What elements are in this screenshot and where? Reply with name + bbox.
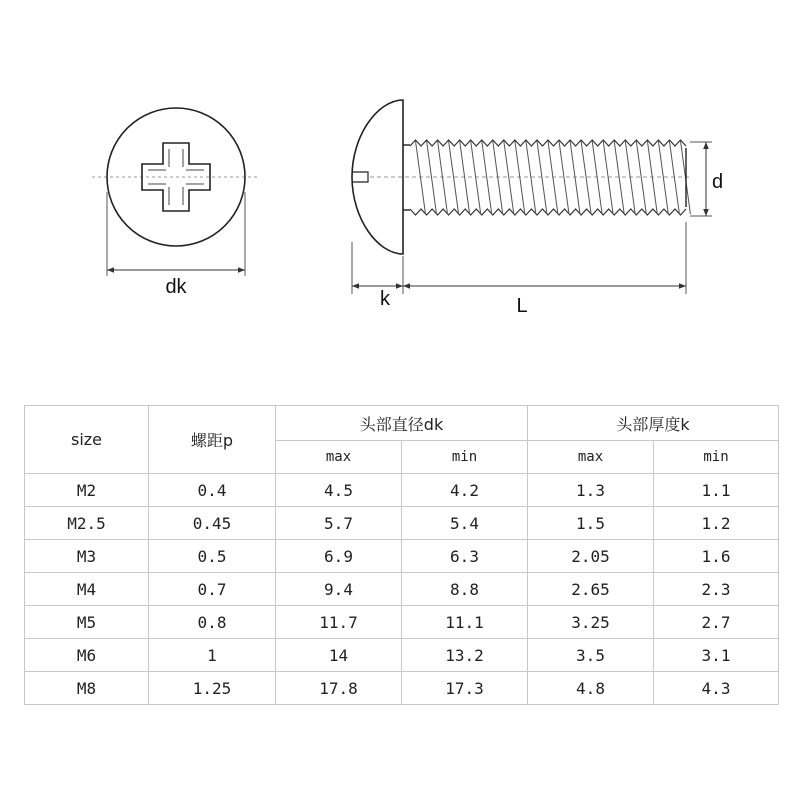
- pitch-cell: 1.25: [149, 672, 276, 705]
- dk-max-cell: 11.7: [276, 606, 402, 639]
- screw-dimension-drawing: [0, 0, 800, 380]
- head-slot-notch: [352, 172, 368, 182]
- size-cell: M2.5: [25, 507, 149, 540]
- size-cell: M5: [25, 606, 149, 639]
- head-diameter-header: 头部直径dk: [276, 406, 528, 441]
- k-max-cell: 1.5: [528, 507, 654, 540]
- dk-max-header: max: [276, 441, 402, 474]
- size-cell: M8: [25, 672, 149, 705]
- size-cell: M4: [25, 573, 149, 606]
- thread-bottom-profile: [410, 209, 686, 215]
- table-row: [25, 540, 779, 573]
- dk-min-cell: 8.8: [402, 573, 528, 606]
- pitch-cell: 0.8: [149, 606, 276, 639]
- size-cell: M6: [25, 639, 149, 672]
- dk-min-cell: 6.3: [402, 540, 528, 573]
- table-header-row: [25, 406, 779, 441]
- table-row: [25, 672, 779, 705]
- dk-max-cell: 14: [276, 639, 402, 672]
- k-min-cell: 1.6: [654, 540, 779, 573]
- table-body: [25, 474, 779, 705]
- dk-label: dk: [165, 276, 187, 298]
- pitch-cell: 0.45: [149, 507, 276, 540]
- k-max-cell: 4.8: [528, 672, 654, 705]
- table-row: [25, 507, 779, 540]
- table-row: [25, 639, 779, 672]
- dk-max-cell: 9.4: [276, 573, 402, 606]
- k-min-cell: 2.3: [654, 573, 779, 606]
- dk-min-cell: 5.4: [402, 507, 528, 540]
- k-max-cell: 3.25: [528, 606, 654, 639]
- dk-min-header: min: [402, 441, 528, 474]
- k-label: k: [380, 288, 390, 310]
- k-max-cell: 3.5: [528, 639, 654, 672]
- k-max-cell: 2.65: [528, 573, 654, 606]
- dk-min-cell: 4.2: [402, 474, 528, 507]
- k-min-cell: 4.3: [654, 672, 779, 705]
- size-cell: M2: [25, 474, 149, 507]
- k-max-cell: 1.3: [528, 474, 654, 507]
- pitch-column-header: 螺距p: [149, 406, 276, 474]
- screw-side-view: [352, 100, 723, 317]
- size-column-header: size: [25, 406, 149, 474]
- pitch-cell: 0.5: [149, 540, 276, 573]
- dk-min-cell: 11.1: [402, 606, 528, 639]
- dk-min-cell: 17.3: [402, 672, 528, 705]
- size-cell: M3: [25, 540, 149, 573]
- head-top-view: [92, 108, 260, 298]
- k-max-cell: 2.05: [528, 540, 654, 573]
- table-row: [25, 573, 779, 606]
- k-min-cell: 3.1: [654, 639, 779, 672]
- dk-max-cell: 5.7: [276, 507, 402, 540]
- pitch-cell: 0.4: [149, 474, 276, 507]
- table-row: [25, 474, 779, 507]
- table-row: [25, 606, 779, 639]
- pitch-cell: 0.7: [149, 573, 276, 606]
- k-min-header: min: [654, 441, 779, 474]
- dk-max-cell: 6.9: [276, 540, 402, 573]
- dk-max-cell: 4.5: [276, 474, 402, 507]
- dk-max-cell: 17.8: [276, 672, 402, 705]
- L-label: L: [516, 295, 528, 317]
- k-min-cell: 2.7: [654, 606, 779, 639]
- dk-min-cell: 13.2: [402, 639, 528, 672]
- k-min-cell: 1.2: [654, 507, 779, 540]
- k-min-cell: 1.1: [654, 474, 779, 507]
- head-thickness-header: 头部厚度k: [528, 406, 779, 441]
- k-max-header: max: [528, 441, 654, 474]
- screw-spec-table: [24, 405, 779, 705]
- d-label: d: [712, 171, 724, 193]
- pitch-cell: 1: [149, 639, 276, 672]
